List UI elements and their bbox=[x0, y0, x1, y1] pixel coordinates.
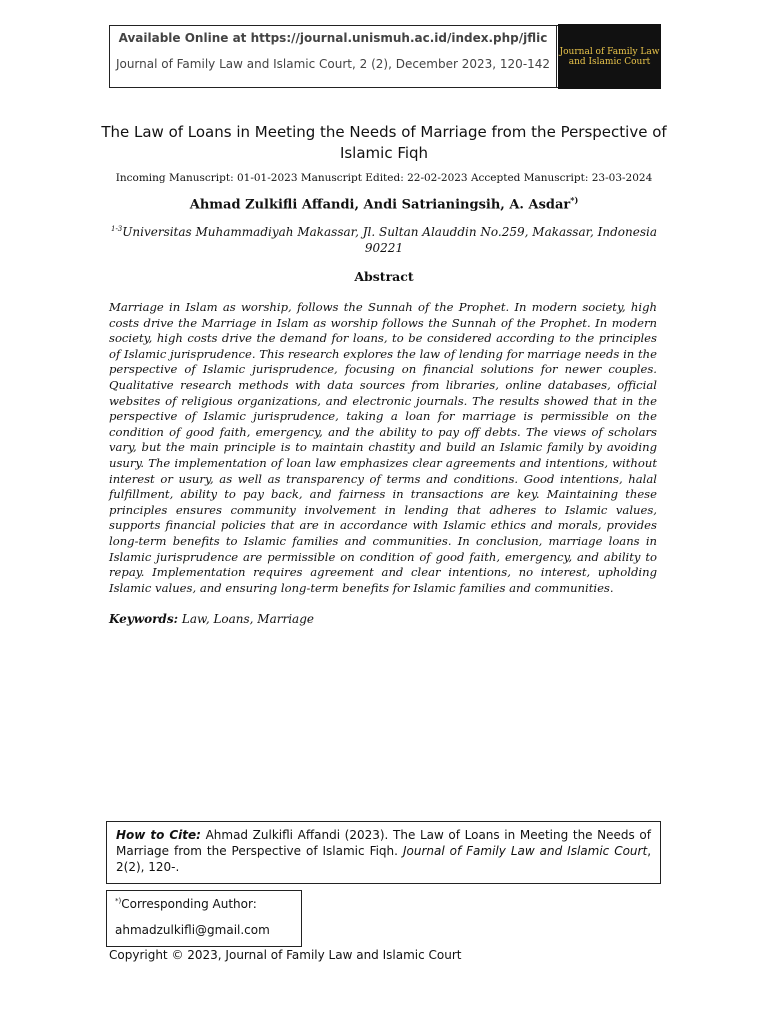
affiliation-mark: 1-3 bbox=[110, 225, 123, 233]
corresponding-author-mark: *) bbox=[115, 897, 122, 905]
corresponding-mark: *) bbox=[570, 195, 579, 205]
affiliation-text: Universitas Muhammadiyah Makassar, Jl. Sultan Alauddin No.259, Makassar, Indonesia 90221 bbox=[122, 225, 658, 255]
journal-header-text bbox=[110, 26, 557, 87]
journal-citation-line: Journal of Family Law and Islamic Court, 2 (2), December 2023, 120-142 bbox=[115, 57, 551, 71]
citation-volume: , 2(2), 120-. bbox=[116, 844, 652, 874]
corresponding-author-label bbox=[115, 897, 257, 911]
affiliation bbox=[110, 221, 658, 256]
how-to-cite-box bbox=[106, 821, 661, 884]
how-to-cite-label: How to Cite: bbox=[116, 828, 201, 842]
copyright-notice: Copyright © 2023, Journal of Family Law and Islamic Court bbox=[109, 948, 462, 962]
article-title: The Law of Loans in Meeting the Needs of Marriage from the Perspective of Islamic Fiqh bbox=[101, 123, 667, 162]
abstract-heading: Abstract bbox=[354, 269, 414, 284]
manuscript-dates: Incoming Manuscript: 01-01-2023 Manuscript Edited: 22-02-2023 Accepted Manuscript: 23-03-2024 bbox=[115, 172, 653, 184]
abstract-body: Marriage in Islam as worship, follows the Sunnah of the Prophet. In modern society, high costs drive the Marriage in Islam as worship follows the Sunnah of the Prophet. In modern society, high costs drive the demand for loans, to be considered according to the principles of Islamic jurisprudence. This research explores the law of lending for marriage needs in the perspective of Islamic jurisprudence, focusing on financial solutions for newer couples. Qualitative research methods with data sources from libraries, online databases, official websites of religious organizations, and electronic journals. The results showed that in the perspective of Islamic jurisprudence, taking a loan for marriage is permissible on the condition of good faith, emergency, and the ability to pay off debts. The views of scholars vary, but the main principle is to maintain chastity and build an Islamic family by avoiding usury. The implementation of loan law emphasizes clear agreements and intentions, without interest or usury, as well as transparency of terms and conditions. Good intentions, halal fulfillment, ability to pay back, and fairness in transactions are key. Maintaining these principles ensures community involvement in lending that adheres to Islamic values, supports financial policies that are in accordance with Islamic ethics and morals, provides long-term benefits to Islamic families and communities. In conclusion, marriage loans in Islamic jurisprudence are permissible on condition of good faith, emergency, and ability to repay. Implementation requires agreement and clear intentions, no interest, upholding Islamic values, and ensuring long-term benefits for Islamic families and communities. bbox=[109, 300, 657, 595]
citation-text: Ahmad Zulkifli Affandi (2023). The Law of Loans in Meeting the Needs of Marriage from the Perspective of Islamic Fiqh. bbox=[116, 828, 651, 858]
keywords bbox=[109, 612, 657, 626]
authors bbox=[100, 195, 668, 212]
journal-logo bbox=[558, 24, 661, 89]
keywords-label: Keywords: bbox=[109, 612, 179, 626]
author-names: Ahmad Zulkifli Affandi, Andi Satrianingsih, A. Asdar bbox=[189, 197, 571, 213]
corresponding-author-box bbox=[106, 890, 302, 947]
corresponding-author-text: Corresponding Author: bbox=[121, 897, 257, 911]
corresponding-author-email[interactable]: ahmadzulkifli@gmail.com bbox=[115, 923, 270, 937]
journal-header bbox=[109, 25, 660, 88]
available-online-line: Available Online at https://journal.unismuh.ac.id/index.php/jflic bbox=[118, 31, 548, 45]
keywords-value: Law, Loans, Marriage bbox=[181, 612, 314, 626]
logo-line2: and Islamic Court bbox=[568, 56, 651, 67]
citation-journal: Journal of Family Law and Islamic Court bbox=[402, 844, 648, 858]
logo-line1: Journal of Family Law bbox=[559, 46, 660, 57]
